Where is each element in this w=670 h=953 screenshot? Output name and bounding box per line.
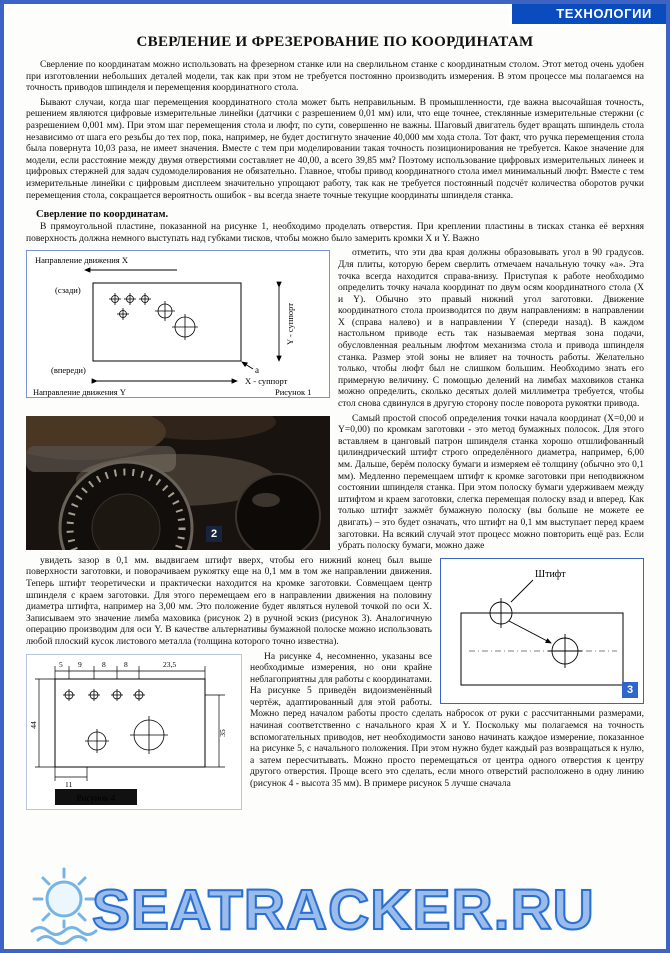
paragraph-intro-1: Сверление по координатам можно использовать на фрезерном станке или на сверлильном станке с координатным столом. Этот метод очень удобен при изготовлении небольших деталей модели, так как при этом не требуется постоянно производить измерения. В этом процессе мы полагаемся на точность приводов шпинделя и перемещения координатного стола. [26,60,644,94]
label-direction-y: Направление движения Y [33,387,126,398]
dim-top-4: 8 [124,659,128,669]
section-banner [509,4,666,27]
dim-right: 35 [218,728,227,737]
knob-highlight [252,493,280,507]
pin-sketch [441,559,643,703]
label-x-support: X - суппорт [245,376,288,387]
figure-number-badge: 3 [622,682,638,698]
move-arrow [509,621,551,643]
pin-circle [486,598,516,628]
paragraph-3-rest: отметить, что эти два края должны образовывать угол в 90 градусов. Для плиты, которую берем сверлить отмечаем начальную точку «а». Эта точка всегда находится справа-внизу. Приступая к работе необходимо определить точку начала координат по двум осям координатного стола (X и Y). Обычно это правый нижний угол заготовки. Движение координатного стола производится по двум направлениям: в направлении X (справа налево) и в направлении Y (спереди назад). В каждом настольном приводе есть так называемая мертвая зона подачи, обусловленная реальным люфтом механизма стола и привода шпинделя станка. Размер этой зоны не влияет на точность работы. Желательно только, чтобы люфт был не слишком большим. Необходимо знать его примерную величину. С помощью делений на лимбах маховиков станка можно определить, сколько десятых долей миллиметра требуется, чтобы стол снова сдвинулся в другую сторону после поворота рукоятки привода. [338,248,644,410]
dim-top-3: 8 [102,659,106,669]
watermark-text: SEATRACKER.RU [92,878,595,942]
paragraph-5: На рисунке 4, несомненно, указаны все необходимые измерения, но они крайне неблагоприятны для работы с координатами. На рисунке 5 приведён видоизменённый чертёж, адаптированный для этой работы. Можно перед началом работы просто сделать набросок от руки с рассчитанными размерами, начиная соответственно с начального края X и Y. Поскольку мы полагаемся на точность вспомогательных приводов, нет необходимости заново начинать каждое измерение, показанное на рисунке 5, с начального положения. При этом нужно будет каждый раз возвращаться к нулю, а затем пересчитывать. Можно просто перемещаться от центра одного отверстия к центру другого отверстия. Проще всего это сделать, если много отверстий расположено в одну линию (рисунок 4 - высота 35 мм). В примере рисунок 5 лучше сначала [250,651,644,790]
dim-top-2: 9 [78,659,82,669]
article-content [4,4,666,803]
page-title: СВЕРЛЕНИЕ И ФРЕЗЕРОВАНИЕ ПО КООРДИНАТАМ [136,34,534,50]
dim-top-5: 23,5 [163,659,177,669]
dimensioned-plate [27,655,241,809]
plate-outline [55,679,205,767]
dim-left: 44 [29,720,38,729]
label-y-support: Y - суппорт [285,303,295,346]
figure-1-diagram [26,250,330,398]
figure-1-caption: Рисунок 1 [275,387,312,398]
bottom-dimension [55,767,87,781]
section-heading: Сверление по координатам. [36,209,169,221]
label-pin: Штифт [535,568,566,580]
figure-number-badge: 2 [206,526,222,542]
label-direction-x: Направление движения X [35,255,128,266]
sun-logo-icon [20,863,108,947]
left-dimension [35,679,55,767]
figure-4-drawing [26,654,242,810]
pin-pointer-line [511,580,533,602]
figure-1-drawing [27,251,329,397]
holes [63,689,168,754]
figure-4-caption: Рисунок 4 [76,792,116,803]
knob [236,474,320,550]
watermark [4,857,666,949]
figure-2-photo [26,416,330,550]
dim-top-1: 5 [59,659,63,669]
label-front: (впереди) [51,365,86,376]
dial-photo [26,416,330,550]
paragraph-3-intro: В прямоугольной пластине, показанной на рисунке 1, необходимо проделать отверстия. При креплении пластины в тисках станка её верхняя поверхность должна немного выступать над губками тисков, чтобы можно было замерить кромки X и Y. Важно [26,222,644,244]
paragraph-4-rest: увидеть зазор в 0,1 мм. выдвигаем штифт вверх, чтобы его нижний конец был выше поверхности заготовки, и поворачиваем рукоятку еще на 0,1 мм в том же направлении движения. Теперь штифт теоретически и практически находится на кромке заготовки. Совмещаем центр шпинделя с краем заготовки. Для этого перемещаем его в направлении движения на половину диаметра штифта, например на 3,00 мм. Это положение будет являться нулевой точкой по оси X. Записываем это значение лимба маховика (рисунок 2) в ручной эскиз (рисунок 3). Аналогичную операцию производим для оси Y. В качестве альтернативы бумажной полоске можно использовать любой плоский кусок листового металла (толщина которого точно известна). [26,555,432,647]
hole-marks [109,293,198,340]
workpiece-outline [461,613,623,685]
paragraph-4-start: Самый простой способ определения точки начала координат (X=0,00 и Y=0,00) по кромкам заготовки - это метод бумажных полосок. Для этого вставляем в цанговый патрон шпинделя станка хорошо отшлифованный цилиндрический штифт строго определённого диаметра, например, 6,00 мм. Дальше, берём полоску бумаги и измеряем её толщину (обычно это 0,1 мм). Медленно перемещаем штифт к кромке заготовки при неподвижном состоянии шпинделя станка. При этом полоску бумаги удерживаем между штифтом и краем заготовки, слегка перемещая полоску взад и вперед. Как только штифт зажмёт бумажную полоску (вы больше не можете ее двигать) – это будет означать, что штифт на 0,1 мм выступает перед краем заготовки. На всякий случай этот процесс можно повторить ещё раз. Если убрать полоску бумаги, можно даже [338,413,644,552]
paragraph-intro-2: Бывают случаи, когда шаг перемещения координатного стола может быть неправильным. В промышленности, где важна высочайшая точность, решением являются цифровые измерительные линейки (датчики с разрешением 0,01 мм) или, что еще точнее, стеклянные измерительные стержни (с разрешением 0,001 мм). При этом шаг перемещения стола и люфт, по сути, совершенно не важны. Шаговый двигатель будет вращать шпиндель стола независимо от шага его резьбы до тех пор, пока, например, не будет достигнуто значение 40,000 мм хода стола. Тот факт, что ручка перемещения стола была повернута 10,03 раза, не имеет значения. Вместе с тем при моделировании такая точность позиционирования не требуется. Какое значение для модели, если расстояние между двумя отверстиями составляет не 40,00, а всего 39,85 мм? Поэтому использование цифровых измерительных линеек и цифровых стержней для задач судомоделирования не обязательно. Главное, чтобы привод координатного стола имел минимальный люфт. Вместе с тем измерительные линейки с цифровым дисплеем значительно упрощают работу, так как не требуется постоянный подсчёт количества оборотов ручки перемещения стола, сокращается вероятность ошибок - вы всегда знаете точные текущие координаты шпинделя станка. [26,97,644,201]
dim-bottom: 11 [65,779,73,789]
figure-3-diagram [440,558,644,704]
label-back: (сзади) [55,285,81,296]
section-banner-label: ТЕХНОЛОГИИ [556,6,652,21]
arrow-point-a [242,362,253,369]
label-point-a: а [255,365,259,376]
